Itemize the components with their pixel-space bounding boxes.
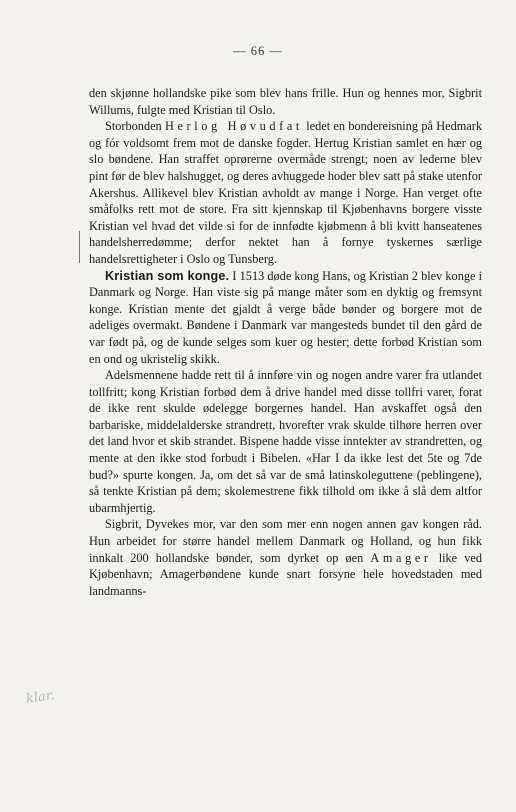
paragraph-text: like ved Kjøbenhavn; Amagerbøndene kunde snart forsyne hele hovedstaden med landmanns- [89,550,482,598]
page-number: — 66 — [233,44,283,58]
paragraph [89,268,482,368]
section-heading: Kristian som konge. [105,268,230,283]
spaced-name: Amager [370,550,432,565]
paragraph [89,367,482,516]
paragraph-text: den skjønne hollandske pike som blev hans frille. Hun og hennes mor, Sigbrit Willums, fulgte med Kristian til Oslo. [89,86,482,117]
paragraph [89,516,482,599]
margin-mark [79,231,80,263]
spaced-name: Herlog Høvudfat [165,119,303,134]
paragraph [89,85,482,118]
margin-note: klar. [25,688,56,707]
paragraph-text: Storbonden [105,119,166,134]
paragraph-text: ledet en bondereisning på Hedmark og fór voldsomt frem mot de danske fogder. Hertug Kristian samlet en hær og slo bøndene. Han straffet oprørerne overmåde strengt; noen av lederne blev pint før de blev halshugget, og deres avhuggede hoder blev satt på stake utenfor Akershus. Allikevel blev Kristian avholdt av mange i Norge. Han verget ofte småfolks rett mot de store. Fra sitt kjennskap til Kjøbenhavns borgere visste Kristian vel hvad det vilde si for de innfødte kjøbmenn å bli kvitt hanseatenes handelsherredømme; derfor nektet han å fornye tyskernes særlige handelsrettigheter i Oslo og Tunsberg. [89,119,482,266]
paragraph [89,118,482,267]
paragraph-text: Sigbrit, Dyvekes mor, var den som mer enn nogen annen gav kongen råd. Hun arbeidet for større handel mellem Danmark og Holland, og hun fikk innkalt 200 hollandske bønder, som dyrket op øen [89,517,482,565]
body-text [89,85,482,599]
paragraph-text: I 1513 døde kong Hans, og Kristian 2 blev konge i Danmark og Norge. Han viste sig på mange måter som en dyktig og fremsynt konge. Kristian mente det gjaldt å verge både bønder og borgere mot de adeliges overmakt. Bøndene i Danmark var mangesteds bundet til den gård de var født på, og de kunde selges som kuer og hester; dette forbød Kristian som en ond og ukristelig skikk. [89,268,482,366]
paragraph-text: Adelsmennene hadde rett til å innføre vin og nogen andre varer fra utlandet tollfritt; kong Kristian forbød dem å drive handel med disse tollfri varer, forat de ikke rent skulde ødelegge borgernes handel. Han avskaffet også den barbariske, middelalderske strandrett, hvorefter vrak skulde tilhøre herren over det land hvor et skib strandet. Bispene hadde visse inntekter av strandretten, og mente at den ikke stod forbudt i Bibelen. «Har I da ikke lest det 5te og 7de bud?» spurte kongen. Ja, om det så var de små latinskoleguttene (peblingene), så tenkte Kristian på dem; skolemestrene fikk tilhold om ikke å slå dem altfor ubarmhjertig. [89,368,482,515]
